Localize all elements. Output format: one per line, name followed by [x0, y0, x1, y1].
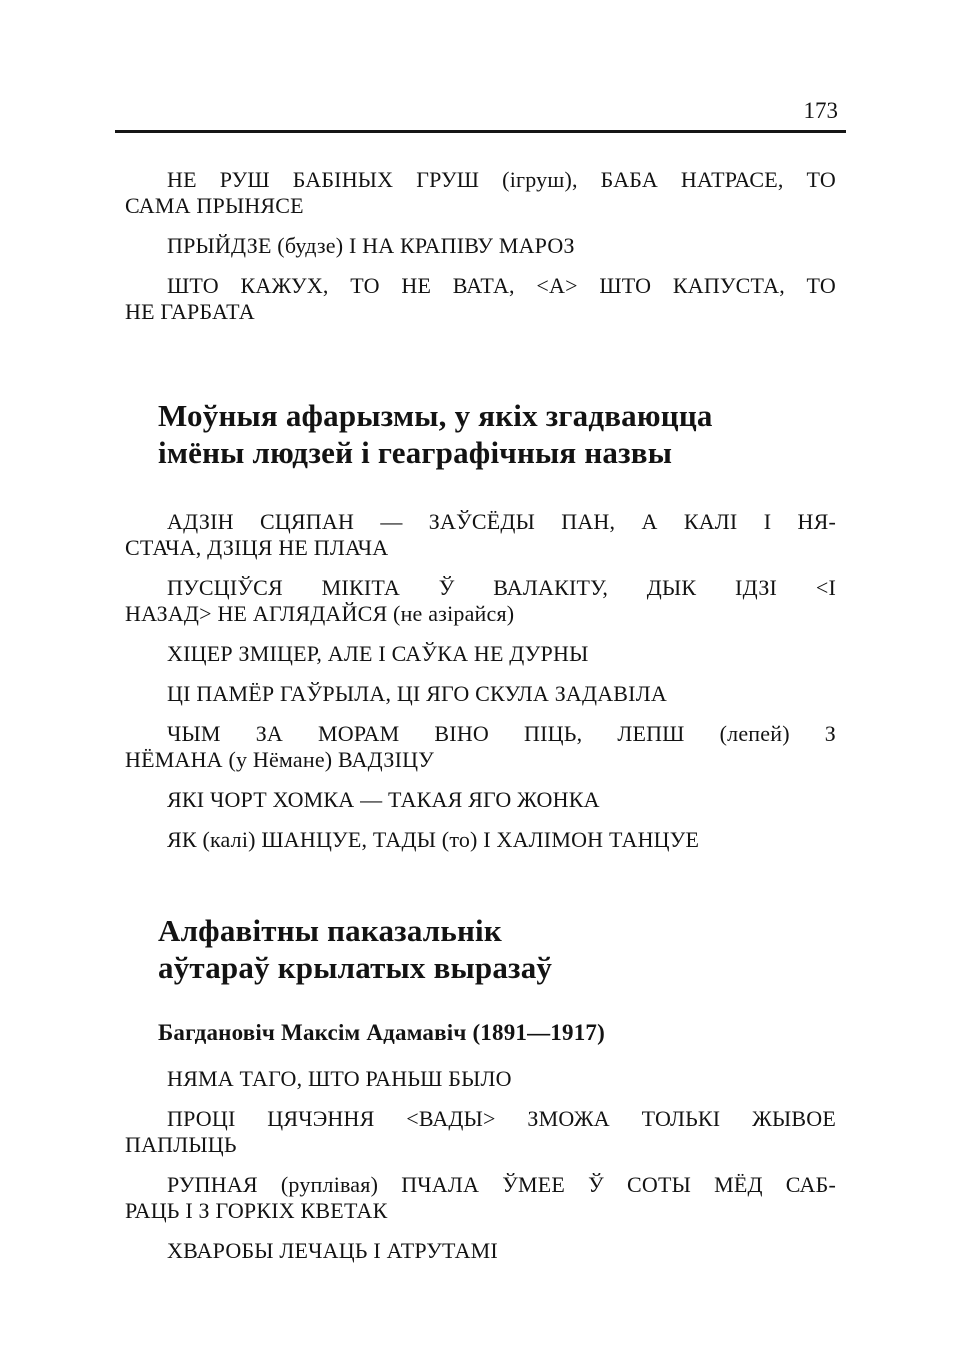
heading-line: імёны людзей і геаграфічныя назвы	[158, 435, 673, 470]
text-line: НЯМА ТАГО, ШТО РАНЬШ БЫЛО	[167, 1066, 512, 1091]
page-content	[125, 167, 836, 1278]
text-line: САМА ПРЫНЯСЕ	[125, 193, 304, 218]
paragraph	[125, 575, 836, 627]
text-line: ЦІ ПАМЁР ГАЎРЫЛА, ЦІ ЯГО СКУЛА ЗАДАВІЛА	[167, 681, 667, 706]
text-line: РАЦЬ І З ГОРКІХ КВЕТАК	[125, 1198, 388, 1223]
paragraph	[125, 827, 836, 853]
header-rule	[115, 130, 846, 133]
text-line: АДЗІН СЦЯПАН — ЗАЎСЁДЫ ПАН, А КАЛІ І НЯ-	[167, 509, 836, 534]
text-line: ХІЦЕР ЗМІЦЕР, АЛЕ І САЎКА НЕ ДУРНЫ	[167, 641, 589, 666]
text-line: ШТО КАЖУХ, ТО НЕ ВАТА, <А> ШТО КАПУСТА, ТО	[167, 273, 836, 298]
paragraph	[125, 273, 836, 325]
text-line: ПРЫЙДЗЕ (будзе) І НА КРАПІВУ МАРОЗ	[167, 233, 575, 258]
paragraph	[125, 1172, 836, 1224]
heading-line: аўтараў крылатых выразаў	[158, 950, 553, 985]
paragraph	[125, 233, 836, 259]
paragraph	[125, 167, 836, 219]
paragraph	[125, 721, 836, 773]
section-heading-language-aphorisms	[158, 397, 836, 471]
section-heading-alphabetical-index	[158, 912, 836, 986]
text-line: ПАПЛЫЦЬ	[125, 1132, 237, 1157]
text-line: ЯК (калі) ШАНЦУЕ, ТАДЫ (то) І ХАЛІМОН ТАНЦУЕ	[167, 827, 700, 852]
text-line: ЧЫМ ЗА МОРАМ ВІНО ПІЦЬ, ЛЕПШ (лепей) З	[167, 721, 836, 746]
text-line: НЕ РУШ БАБІНЫХ ГРУШ (ігруш), БАБА НАТРАСЕ, ТО	[167, 167, 836, 192]
paragraph	[125, 509, 836, 561]
text-line: ЯКІ ЧОРТ ХОМКА — ТАКАЯ ЯГО ЖОНКА	[167, 787, 600, 812]
text-line: НЁМАНА (у Нёмане) ВАДЗІЦУ	[125, 747, 434, 772]
text-line: РУПНАЯ (руплівая) ПЧАЛА ЎМЕЕ Ў СОТЫ МЁД САБ-	[167, 1172, 836, 1197]
text-line: СТАЧА, ДЗІЦЯ НЕ ПЛАЧА	[125, 535, 389, 560]
paragraph	[125, 1106, 836, 1158]
paragraph	[125, 1238, 836, 1264]
paragraph	[125, 641, 836, 667]
text-line: ХВАРОБЫ ЛЕЧАЦЬ І АТРУТАМІ	[167, 1238, 498, 1263]
paragraph	[125, 1066, 836, 1092]
paragraph	[125, 787, 836, 813]
text-line: ПУСЦІЎСЯ МІКІТА Ў ВАЛАКІТУ, ДЫК ІДЗІ <І	[167, 575, 836, 600]
heading-line: Алфавітны паказальнік	[158, 913, 502, 948]
page-number: 173	[803, 98, 838, 123]
text-line: НАЗАД> НЕ АГЛЯДАЙСЯ (не азірайся)	[125, 601, 515, 626]
text-line: НЕ ГАРБАТА	[125, 299, 255, 324]
heading-line: Моўныя афарызмы, у якіх згадваюцца	[158, 398, 713, 433]
text-line: ПРОЦІ ЦЯЧЭННЯ <ВАДЫ> ЗМОЖА ТОЛЬКІ ЖЫВОЕ	[167, 1106, 836, 1131]
author-entry: Багдановіч Максім Адамавіч (1891—1917)	[158, 1020, 605, 1045]
paragraph	[125, 681, 836, 707]
